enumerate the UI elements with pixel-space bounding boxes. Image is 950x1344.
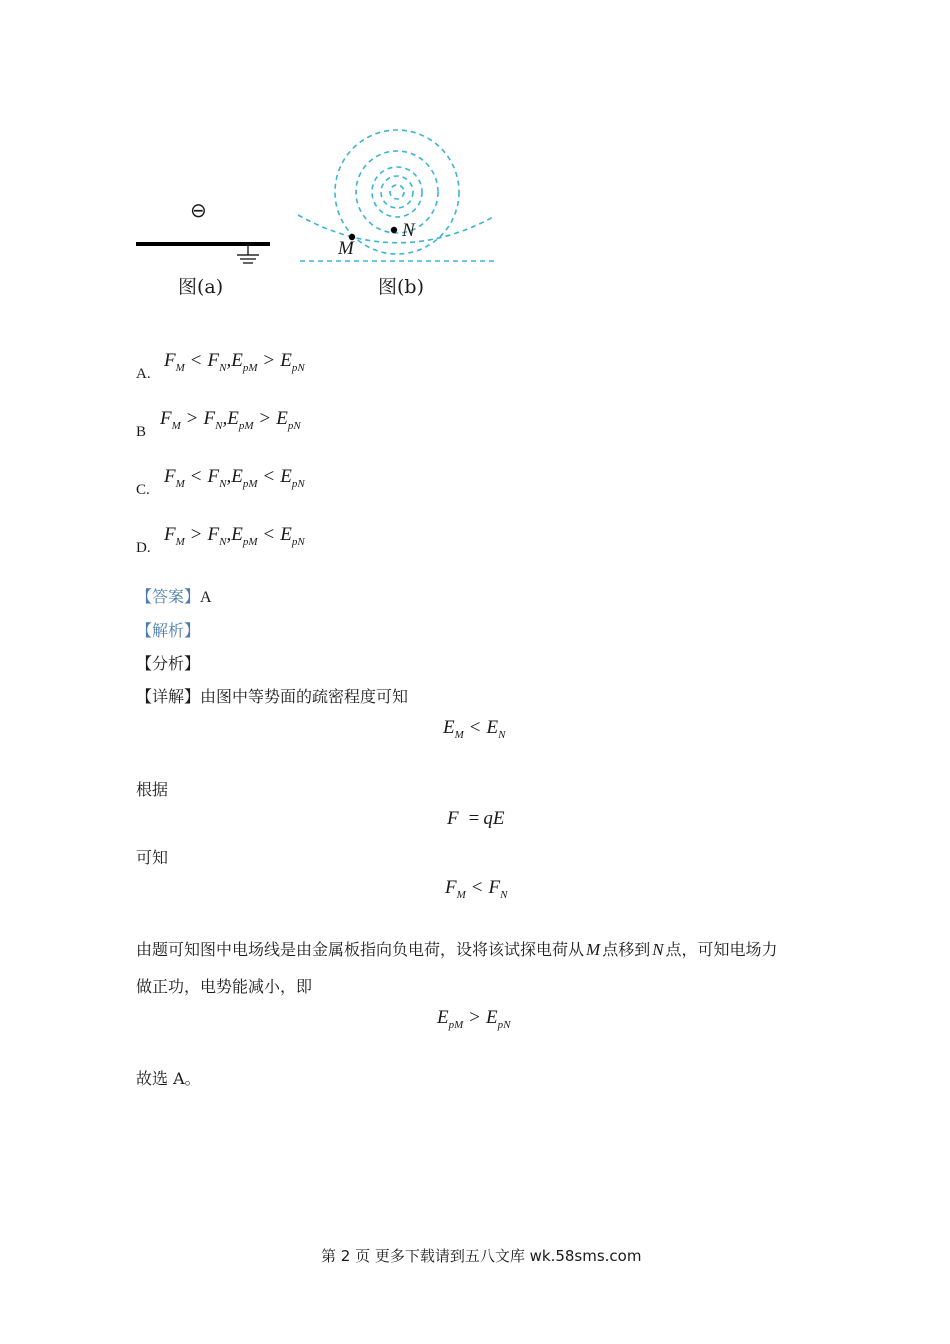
- paragraph-line-1: 由题可知图中电场线是由金属板指向负电荷，设将该试探电荷从 M 点移到 N 点，可知电场力: [136, 940, 778, 959]
- equipotential-diagram: [290, 120, 510, 270]
- option-d[interactable]: [136, 524, 396, 558]
- conclusion-text: 故选 A。: [136, 1069, 201, 1088]
- figure-b-label: 图(b): [378, 276, 424, 298]
- equipotential-circle-5: [390, 185, 404, 199]
- option-formula: $F_M < F_N,E_{pM} > E_{pN}$: [164, 350, 305, 374]
- option-letter: C.: [136, 482, 150, 498]
- figure-a: [130, 190, 280, 300]
- detail-tag: 【详解】: [136, 687, 201, 706]
- equation-force-compare: $F_M < F_N$: [445, 877, 508, 901]
- page-footer: 第 2 页 更多下载请到五八文库 wk.58sms.com: [321, 1247, 642, 1265]
- option-formula: $F_M < F_N,E_{pM} < E_{pN}$: [164, 466, 305, 490]
- figure-b: [290, 120, 510, 300]
- option-formula: $F_M > F_N,E_{pM} < E_{pN}$: [164, 524, 305, 548]
- point-n-dot: [391, 227, 397, 233]
- equipotential-circle-3: [372, 167, 422, 217]
- paragraph-line-2: 做正功，电势能减小，即: [136, 977, 313, 996]
- equation-field-strength: $E_M < E_N$: [443, 717, 506, 741]
- option-letter: B: [136, 424, 147, 440]
- analysis-tag: 【解析】: [136, 621, 201, 640]
- fenxi-tag: 【分析】: [136, 654, 201, 673]
- detail-line: [136, 684, 408, 707]
- answer-value: A: [200, 589, 212, 606]
- negative-charge-icon: ⊖: [190, 198, 207, 222]
- detail-text: 由图中等势面的疏密程度可知: [200, 687, 409, 706]
- kezhi-text: 可知: [136, 848, 169, 867]
- option-c[interactable]: [136, 466, 396, 500]
- equation-force: F = qE: [447, 808, 505, 829]
- genju-text: 根据: [136, 780, 169, 799]
- option-a[interactable]: [136, 350, 396, 384]
- option-b[interactable]: [136, 408, 396, 442]
- answer-tag: 【答案】: [136, 587, 201, 606]
- answer-line: [136, 584, 212, 607]
- figure-a-label: 图(a): [178, 276, 224, 298]
- equipotential-circle-4: [381, 176, 413, 208]
- equipotential-circle-2: [356, 151, 438, 233]
- option-letter: A.: [136, 366, 151, 382]
- option-formula: $F_M > F_N,E_{pM} > E_{pN}$: [160, 408, 301, 432]
- point-n-label: N: [402, 220, 415, 241]
- point-m-label: M: [338, 238, 354, 259]
- equation-potential-energy: $E_{pM} > E_{pN}$: [437, 1007, 511, 1031]
- option-letter: D.: [136, 540, 151, 556]
